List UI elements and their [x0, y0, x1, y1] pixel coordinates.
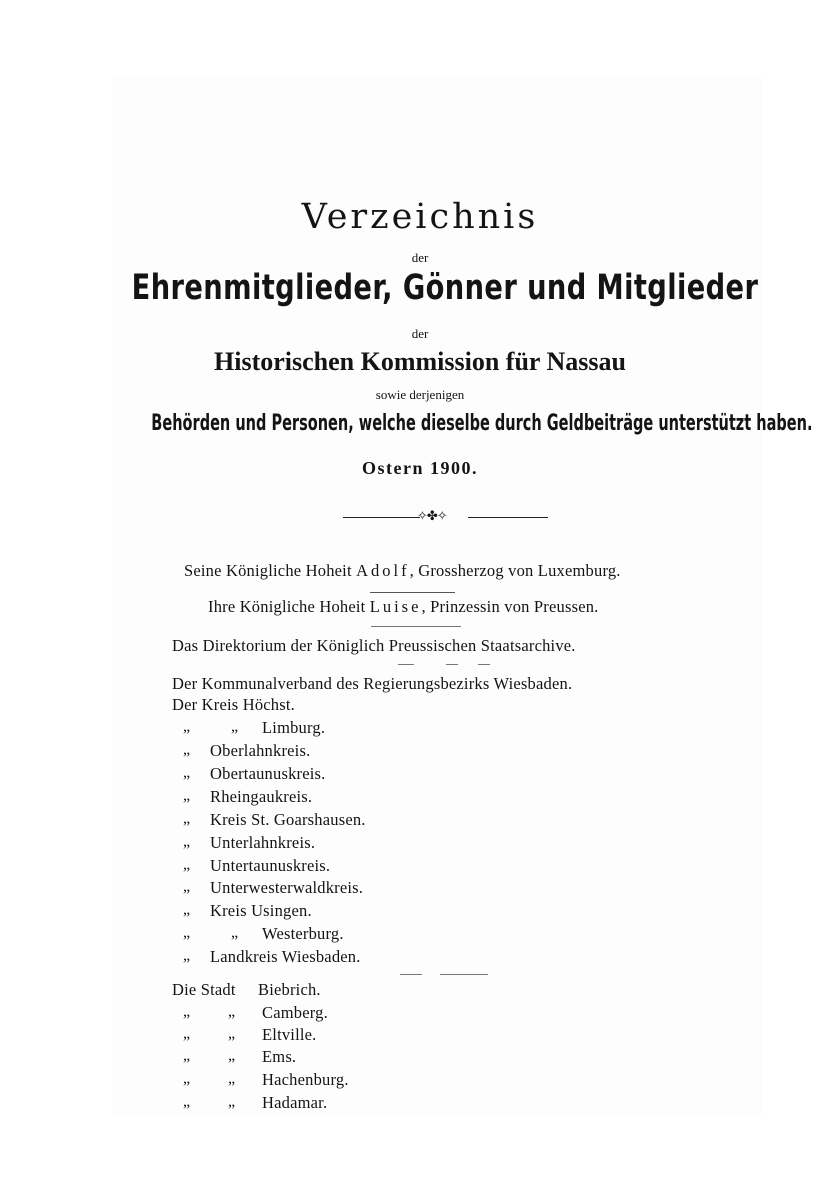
ditto-mark: „	[183, 718, 191, 735]
ditto-mark: „	[183, 947, 191, 964]
page-title: Verzeichnis	[301, 197, 539, 237]
staedte-item: Camberg.	[262, 1003, 328, 1022]
authorities-line: Behörden und Personen, welche dieselbe durch Geldbeiträge unterstützt haben.	[151, 411, 813, 436]
ditto-mark: „	[228, 1093, 236, 1110]
kreise-head: Der Kreis Höchst.	[172, 695, 295, 714]
connector-der-2: der	[411, 326, 429, 341]
ditto-mark: „	[183, 833, 191, 850]
staedte-head-city: Biebrich.	[258, 980, 321, 999]
ditto-mark: „	[183, 787, 191, 804]
kreise-item: Kreis Usingen.	[210, 901, 312, 920]
ditto-mark: „	[228, 1025, 236, 1042]
ornament-right-rule	[468, 517, 548, 518]
ditto-mark: „	[183, 924, 191, 941]
staedte-item: Ems.	[262, 1047, 297, 1066]
kreise-item: Untertaunuskreis.	[210, 856, 331, 875]
ditto-mark: „	[231, 924, 239, 941]
ditto-mark: „	[231, 718, 239, 735]
honorary-2-name: Luise	[369, 597, 422, 616]
kreise-item: Landkreis Wiesbaden.	[210, 947, 361, 966]
ditto-mark: „	[183, 741, 191, 758]
ditto-mark: „	[183, 1003, 191, 1020]
ditto-mark: „	[183, 764, 191, 781]
connector-der-1: der	[411, 250, 429, 265]
staedte-item: Hachenburg.	[262, 1070, 349, 1089]
ditto-mark: „	[183, 1025, 191, 1042]
ditto-mark: „	[183, 878, 191, 895]
kreise-item: Kreis St. Goarshausen.	[210, 810, 366, 829]
staedte-item: Eltville.	[262, 1025, 317, 1044]
kommunal-line: Der Kommunalverband des Regierungsbezirks Wiesbaden.	[172, 674, 573, 693]
ditto-mark: „	[228, 1003, 236, 1020]
honorary-2-suffix: , Prinzessin von Preussen.	[421, 597, 599, 616]
kreise-item: Unterwesterwaldkreis.	[210, 878, 364, 897]
ditto-mark: „	[183, 1093, 191, 1110]
separator-dash-1	[371, 626, 461, 627]
ditto-mark: „	[183, 1070, 191, 1087]
date-line: Ostern 1900.	[362, 458, 478, 478]
separator-dash-2a	[398, 664, 414, 665]
staedte-head-label: Die Stadt	[172, 980, 236, 999]
ditto-mark: „	[183, 856, 191, 873]
kreise-item: Westerburg.	[262, 924, 344, 943]
connector-sowie: sowie derjenigen	[375, 387, 465, 402]
separator-rule-1	[370, 592, 455, 593]
honorary-1-name: Adolf	[356, 561, 410, 580]
ditto-mark: „	[183, 1047, 191, 1064]
honorary-2-prefix: Ihre Königliche Hoheit	[208, 597, 366, 616]
ditto-mark: „	[183, 810, 191, 827]
commission-name: Historischen Kommission für Nassau	[214, 347, 626, 376]
honorary-line-3: Das Direktorium der Königlich Preussischen Staatsarchive.	[172, 636, 576, 655]
subtitle-members: Ehrenmitglieder, Gönner und Mitglieder	[131, 268, 759, 308]
kreise-item: Rheingaukreis.	[210, 787, 313, 806]
kreise-item: Unterlahnkreis.	[210, 833, 316, 852]
kreise-item: Obertaunuskreis.	[210, 764, 326, 783]
honorary-line-1	[184, 561, 621, 581]
separator-dash-3a	[400, 974, 422, 975]
separator-dash-2b	[446, 664, 458, 665]
honorary-1-suffix: , Grossherzog von Luxemburg.	[409, 561, 621, 580]
honorary-1-prefix: Seine Königliche Hoheit	[184, 561, 352, 580]
staedte-item: Hadamar.	[262, 1093, 328, 1112]
separator-dash-3b	[440, 974, 488, 975]
ornament-icon: ✧✤✧	[417, 509, 447, 524]
ditto-mark: „	[228, 1070, 236, 1087]
ornament-left-rule	[343, 517, 420, 518]
separator-dash-2c	[478, 664, 490, 665]
kreise-item: Oberlahnkreis.	[210, 741, 311, 760]
honorary-line-2	[208, 597, 599, 617]
ditto-mark: „	[228, 1047, 236, 1064]
kreise-item: Limburg.	[262, 718, 326, 737]
ditto-mark: „	[183, 901, 191, 918]
